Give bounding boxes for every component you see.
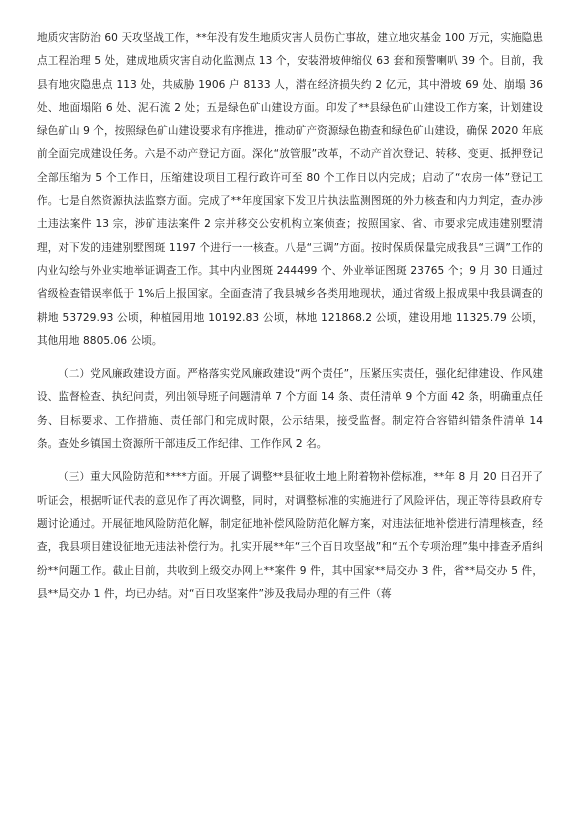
document-page xyxy=(37,27,543,606)
paragraph-gap xyxy=(37,353,543,363)
paragraph-gap xyxy=(37,456,543,466)
paragraph-geology-summary: 地质灾害防治 60 天攻坚战工作，**年没有发生地质灾害人员伤亡事故，建立地灾基金 100 万元，实施隐患点工程治理 5 处，建成地质灾害自动化监测点 13 个，安装滑坡伸缩仪 63 套和预警喇叭 39 个。目前，我县有地灾隐患点 113 处，共威胁 1906 户 8133 人，潜在经济损失约 2 亿元，其中滑坡 69 处、崩塌 36 处、地面塌陷 6 处、泥石流 2 处；五是绿色矿山建设方面。印发了**县绿色矿山建设工作方案，计划建设绿色矿山 9 个，按照绿色矿山建设要求有序推进，推动矿产资源绿色勘查和绿色矿山建设，确保 2020 年底前全面完成建设任务。六是不动产登记方面。深化“放管服”改革，不动产首次登记、转移、变更、抵押登记全部压缩为 5 个工作日，压缩建设项目工程行政许可至 80 个工作日以内完成；启动了“农房一体”登记工作。七是自然资源执法监察方面。完成了**年度国家下发卫片执法监测图斑的外力核查和内力判定，查办涉土违法案件 13 宗，涉矿违法案件 2 宗并移交公安机构立案侦查；按照国家、省、市要求完成违建别墅清理，对下发的违建别墅图斑 1197 个进行一一核查。八是“三调”方面。按时保质保量完成我县“三调”工作的内业勾绘与外业实地举证调查工作。其中内业图斑 244499 个、外业举证图斑 23765 个；9 月 30 日通过省级检查错误率低于 1%后上报国家。全面查清了我县城乡各类用地现状，通过省级上报成果中我县调查的耕地 53729.93 公顷，种植园用地 10192.83 公顷，林地 121868.2 公顷，建设用地 11325.79 公顷，其他用地 8805.06 公顷。 xyxy=(37,32,543,347)
paragraph-party-conduct: （二）党风廉政建设方面。严格落实党风廉政建设“两个责任”，压紧压实责任，强化纪律建设、作风建设、监督检查、执纪问责，列出领导班子问题清单 7 个方面 14 条、责任清单 9 个方面 42 条，明确重点任务、目标要求、工作措施、责任部门和完成时限，公示结果，接受监督。制定符合容错纠错条件清单 14 条。查处乡镇国土资源所干部违反工作纪律、工作作风 2 名。 xyxy=(37,368,543,451)
paragraph-risk-prevention: （三）重大风险防范和****方面。开展了调整**县征收土地上附着物补偿标准，**年 8 月 20 日召开了听证会，根据听证代表的意见作了再次调整，同时，对调整标准的实施进行了风险评估，现正等待县政府专题讨论通过。开展征地风险防范化解，制定征地补偿风险防范化解方案，对违法征地补偿进行清理核查，经查，我县项目建设征地无违法补偿行为。扎实开展**年“三个百日攻坚战”和“五个专项治理”集中排查矛盾纠纷**问题工作。截止目前，共收到上级交办网上**案件 9 件，其中国家**局交办 3 件，省**局交办 5 件，县**局交办 1 件，均已办结。对“百日攻坚案件”涉及我局办理的有三件（蒋 xyxy=(37,471,543,600)
